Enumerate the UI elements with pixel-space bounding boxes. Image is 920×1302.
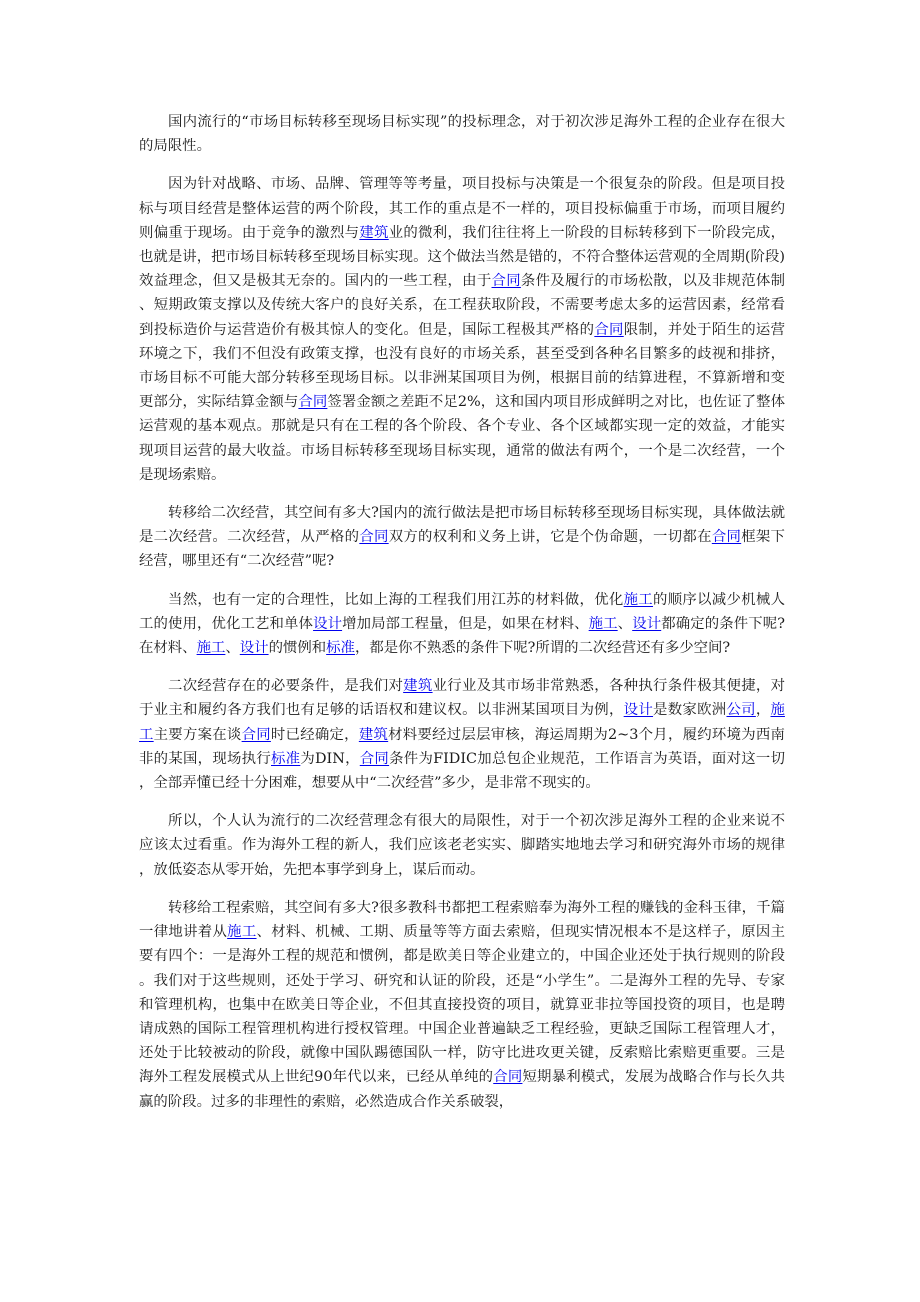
document-body	[139, 110, 785, 1128]
text-run: 当然，也有一定的合理性，比如上海的工程我们用江苏的材料做，优化	[168, 591, 624, 608]
text-run: 时已经确定，	[270, 726, 359, 743]
text-run: 条件为FIDIC加总包企业规范，工作语言为英语，面对这一切，全部弄懂已经十分困难，想要从中“二次经营”多少，是非常不现实的。	[139, 750, 785, 792]
text-run: 、	[617, 615, 633, 632]
paragraph	[139, 172, 785, 487]
text-run: 的顺序以减少机械人工的使用，优化工艺和单体	[139, 591, 785, 632]
paragraph	[139, 809, 785, 882]
inline-link[interactable]: 设计	[632, 615, 662, 632]
inline-link[interactable]: 施工	[623, 591, 654, 608]
text-run: 二次经营存在的必要条件，是我们对	[168, 678, 404, 695]
text-run: 签署金额之差距不足2%，这和国内项目形成鲜明之对比，也佐证了整体运营观的基本观点。那就是只有在工程的各个阶段、各个专业、各个区域都实现一定的效益，才能实现项目运营的最大收益。市场目标转移至现场目标实现，通常的做法有两个，一个是二次经营，一个是现场索赔。	[139, 394, 785, 483]
text-run: ，都是你不熟悉的条件下呢?所谓的二次经营还有多少空间?	[354, 640, 731, 657]
text-run: 因为针对战略、市场、品牌、管理等等考量，项目投标与决策是一个很复杂的阶段。但是项目投标与项目经营是整体运营的两个阶段，其工作的重点是不一样的，项目投标偏重于市场，而项目履约则偏重于现场。由于竞争的激烈与	[139, 176, 785, 241]
inline-link[interactable]: 施工	[227, 924, 257, 941]
text-run: 短期暴利模式，发展为战略合作与长久共赢的阶段。过多的非理性的索赔，必然造成合作关系破裂，	[139, 1069, 785, 1110]
paragraph	[139, 674, 785, 795]
inline-link[interactable]: 设计	[239, 640, 269, 657]
inline-link[interactable]: 公司	[726, 702, 756, 719]
inline-link[interactable]: 建筑	[403, 678, 433, 695]
text-run: 国内流行的“市场目标转移至现场目标实现”的投标理念，对于初次涉足海外工程的企业存在很大的局限性。	[139, 114, 785, 155]
text-run: 材料要经过层层审核，海运周期为2~3个月，履约环境为西南非的某国，现场执行	[139, 726, 785, 767]
inline-link[interactable]: 标准	[271, 750, 301, 767]
inline-link[interactable]: 合同	[298, 394, 328, 411]
text-run: 转移给工程索赔，其空间有多大?很多教科书都把工程索赔奉为海外工程的赚钱的金科玉律，千篇一律地讲着从	[139, 899, 785, 941]
inline-link[interactable]: 建筑	[359, 224, 389, 241]
inline-link[interactable]: 标准	[326, 640, 355, 657]
text-run: 增加局部工程量，但是，如果在材料、	[342, 615, 589, 632]
inline-link[interactable]: 施工	[196, 640, 226, 657]
inline-link[interactable]: 合同	[359, 750, 390, 767]
inline-link[interactable]: 合同	[711, 529, 742, 546]
paragraph	[139, 896, 785, 1114]
text-run: 转移给二次经营，其空间有多大?国内的流行做法是把市场目标转移至现场目标实现，具体做法就是二次经营。二次经营，从严格的	[139, 505, 785, 546]
inline-link[interactable]: 施工	[139, 702, 785, 743]
paragraph	[139, 501, 785, 574]
inline-link[interactable]: 合同	[491, 273, 521, 290]
text-run: 、	[225, 640, 240, 657]
paragraph	[139, 588, 785, 661]
inline-link[interactable]: 合同	[359, 529, 389, 546]
text-run: 所以，个人认为流行的二次经营理念有很大的局限性，对于一个初次涉足海外工程的企业来说不应该太过看重。作为海外工程的新人，我们应该老老实实、脚踏实地地去学习和研究海外市场的规律，放低姿态从零开始，先把本事学到身上，谋后而动。	[139, 813, 785, 878]
text-run: 条件及履行的市场松散，以及非规范体制、短期政策支撑以及传统大客户的良好关系，在工程获取阶段，不需要考虑太多的运营因素，经常看到投标造价与运营造价有极其惊人的变化。但是，国际工程极其严格的	[139, 273, 785, 338]
text-run: 、材料、机械、工期、质量等等方面去索赔，但现实情况根本不是这样子，原因主要有四个：一是海外工程的规范和惯例，都是欧美日等企业建立的，中国企业还处于执行规则的阶段。我们对于这些规则，还处于学习、研究和认证的阶段，还是“小学生”。二是海外工程的先导、专家和管理机构，也集中在欧美日等企业，不但其直接投资的项目，就算亚非拉等国投资的项目，也是聘请成熟的国际工程管理机构进行授权管理。中国企业普遍缺乏工程经验，更缺乏国际工程管理人才，还处于比较被动的阶段，就像中国队踢德国队一样，防守比进攻更关键，反索赔比索赔更重要。三是海外工程发展模式从上世纪90年代以来，已经从单纯的	[139, 924, 785, 1086]
text-run: 的惯例和	[268, 640, 327, 657]
inline-link[interactable]: 建筑	[358, 726, 389, 743]
inline-link[interactable]: 设计	[313, 615, 343, 632]
text-run: 业行业及其市场非常熟悉，各种执行条件极其便捷，对于业主和履约各方我们也有足够的话语权和建议权。以非洲某国项目为例，	[139, 678, 785, 719]
text-run: 业的微利，我们往往将上一阶段的目标转移到下一阶段完成，也就是讲，把市场目标转移至现场目标实现。这个做法当然是错的，不符合整体运营观的全周期(阶段)效益理念，但又是极其无奈的。国内的一些工程，由于	[139, 224, 785, 290]
text-run: 主要方案在谈	[153, 726, 242, 743]
paragraph	[139, 110, 785, 158]
text-run: 为DIN，	[300, 750, 360, 767]
inline-link[interactable]: 施工	[588, 615, 618, 632]
inline-link[interactable]: 合同	[493, 1069, 523, 1086]
inline-link[interactable]: 设计	[623, 702, 654, 719]
inline-link[interactable]: 合同	[241, 726, 271, 743]
text-run: 是数家欧洲	[653, 702, 727, 719]
text-run: 框架下经营，哪里还有“二次经营”呢?	[139, 529, 785, 570]
text-run: 都确定的条件下呢?在材料、	[139, 615, 785, 657]
text-run: 限制，并处于陌生的运营环境之下，我们不但没有政策支撑，也没有良好的市场关系，甚至受到各种名目繁多的歧视和排挤，市场目标不可能大部分转移至现场目标。以非洲某国项目为例，根据目前的结算进程，不算新增和变更部分，实际结算金额与	[139, 321, 785, 411]
text-run: 双方的权利和义务上讲，它是个伪命题，一切都在	[388, 529, 712, 546]
inline-link[interactable]: 合同	[594, 321, 624, 338]
text-run: ，	[755, 702, 771, 719]
